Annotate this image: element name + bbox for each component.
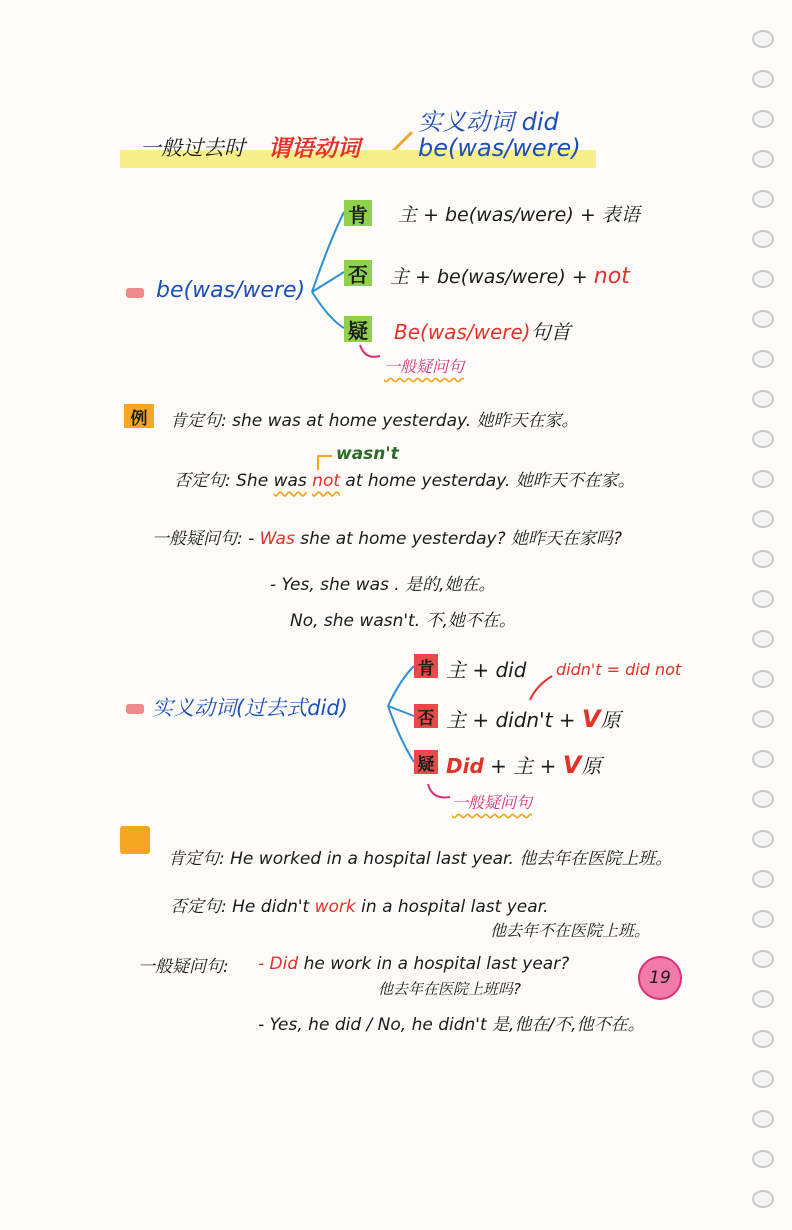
page-number: 19 <box>649 968 671 988</box>
did-question-cn: 他去年在医院上班吗? <box>378 980 521 998</box>
be-negative-not: not <box>312 471 341 491</box>
did-positive-cn: 他去年在医院上班。 <box>519 849 673 869</box>
did-positive-example <box>168 844 672 869</box>
binder-ring <box>752 1150 774 1168</box>
did-positive-label: 肯定句: <box>168 849 225 869</box>
did-negative-work: work <box>314 897 356 917</box>
tag-question: 疑 <box>344 316 372 342</box>
be-question-rest: she at home yesterday? <box>300 529 506 549</box>
be-positive-rule: 主 + be(was/were) + 表语 <box>398 204 640 226</box>
be-answer-no <box>290 606 516 631</box>
be-answer-yes-en: - Yes, she was . <box>270 575 400 595</box>
be-answer-no-en: No, she wasn't. <box>290 611 421 631</box>
title-top-branch: 实义动词 did <box>418 108 559 136</box>
did-positive-rule: 主 + did <box>446 658 527 682</box>
be-question-note: 一般疑问句 <box>384 357 465 376</box>
did-negative-rest: in a hospital last year. <box>361 897 549 917</box>
did-note: didn't = did not <box>556 660 682 679</box>
did-negative-rule-text: 主 + didn't + <box>446 708 582 732</box>
did-question-red: Did <box>446 754 484 778</box>
binder-ring <box>752 1190 774 1208</box>
orange-marker <box>120 826 150 854</box>
did-question-rest: he work in a hospital last year? <box>303 954 570 974</box>
be-positive-cn: 她昨天在家。 <box>476 411 579 431</box>
tag-negative: 否 <box>344 260 372 286</box>
be-positive-example <box>170 406 579 431</box>
tag-positive: 肯 <box>414 654 438 678</box>
did-answer-cn: 是,他在/不,他不在。 <box>492 1015 645 1035</box>
did-negative-v-suffix: 原 <box>600 708 621 732</box>
be-positive-label: 肯定句: <box>170 411 227 431</box>
did-question-rule <box>446 750 601 779</box>
be-answer-yes-cn: 是的,她在。 <box>405 575 496 595</box>
be-question-was: Was <box>259 529 295 549</box>
be-question-end: 句首 <box>530 320 571 344</box>
did-negative-rule <box>446 704 621 733</box>
did-negative-v: V <box>581 705 601 733</box>
did-answer <box>258 1010 645 1035</box>
be-positive-sentence: she was at home yesterday. <box>232 411 472 431</box>
be-question-example <box>152 524 622 549</box>
did-question-example <box>258 954 569 974</box>
be-negative-cn: 她昨天不在家。 <box>515 471 635 491</box>
did-positive-sentence: He worked in a hospital last year. <box>230 849 514 869</box>
be-negative-not: not <box>593 264 630 289</box>
tag-question: 疑 <box>414 750 438 774</box>
title-general-past: 一般过去时 <box>140 136 245 160</box>
be-answer-no-cn: 不,她不在。 <box>425 611 516 631</box>
did-negative-label: 否定句: <box>170 897 227 917</box>
did-question-v: V <box>562 751 582 779</box>
be-question-rule <box>394 316 571 345</box>
did-question-v-suffix: 原 <box>581 754 602 778</box>
did-negative-cn: 他去年不在医院上班。 <box>490 921 651 940</box>
bullet-marker <box>126 288 144 298</box>
tag-positive: 肯 <box>344 200 372 226</box>
be-answer-yes <box>270 570 495 595</box>
did-negative-start: He didn't <box>232 897 310 917</box>
be-question-label: 一般疑问句: - <box>152 529 255 549</box>
title-bottom-branch: be(was/were) <box>418 134 581 162</box>
page-number-badge <box>638 956 682 1000</box>
be-negative-was: was <box>273 471 307 491</box>
be-negative-she: She <box>236 471 269 491</box>
be-label: be(was/were) <box>156 278 306 303</box>
did-label: 实义动词(过去式did) <box>152 696 348 720</box>
did-negative-example <box>170 892 549 917</box>
did-question-label: 一般疑问句: <box>138 957 229 977</box>
be-question-cn: 她昨天在家吗? <box>511 529 623 549</box>
example-tag: 例 <box>124 404 154 428</box>
be-question-red: Be(was/were) <box>394 320 531 344</box>
contraction-wasnt: wasn't <box>336 444 399 464</box>
did-question-did: - Did <box>258 954 299 974</box>
be-negative-rest: at home yesterday. <box>345 471 511 491</box>
did-question-note: 一般疑问句 <box>452 793 533 812</box>
be-negative-label: 否定句: <box>174 471 231 491</box>
did-question-rule-text: + 主 + <box>483 754 563 778</box>
did-answer-en: - Yes, he did / No, he didn't <box>258 1015 487 1035</box>
be-negative-rule <box>390 262 630 289</box>
bullet-marker <box>126 704 144 714</box>
tag-negative: 否 <box>414 704 438 728</box>
be-negative-rule-start: 主 + be(was/were) + <box>390 266 594 288</box>
title-predicate-verb: 谓语动词 <box>268 136 360 162</box>
be-negative-example <box>174 466 635 491</box>
